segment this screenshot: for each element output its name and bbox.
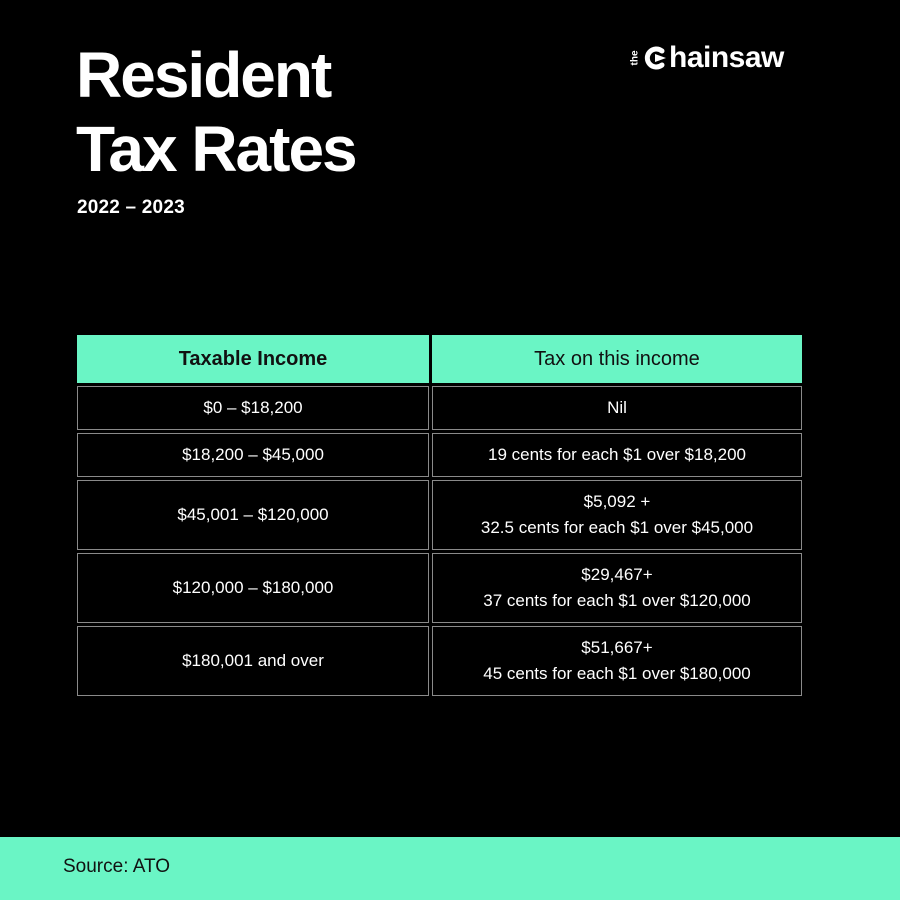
table-row [77, 626, 802, 696]
tax-line-2: 45 cents for each $1 over $180,000 [483, 664, 751, 683]
source-note: Source: ATO [63, 856, 171, 877]
income-cell: $45,001 – $120,000 [77, 480, 429, 550]
table-row [77, 553, 802, 623]
tax-cell [432, 626, 802, 696]
tax-cell [432, 480, 802, 550]
year-range: 2022 – 2023 [77, 197, 185, 218]
tax-line-1: $51,667+ [581, 638, 653, 657]
tax-line-2: 37 cents for each $1 over $120,000 [483, 591, 751, 610]
chainsaw-c-icon [642, 45, 668, 71]
income-cell: $0 – $18,200 [77, 386, 429, 430]
table-row [77, 386, 802, 430]
header-tax-on-income: Tax on this income [432, 335, 802, 383]
page-title [76, 38, 356, 186]
tax-rates-table [74, 332, 805, 699]
brand-logo [628, 38, 784, 78]
title-line-2: Tax Rates [76, 113, 356, 185]
title-line-1: Resident [76, 39, 331, 111]
tax-cell [432, 433, 802, 477]
table-row [77, 433, 802, 477]
income-cell: $18,200 – $45,000 [77, 433, 429, 477]
tax-cell [432, 553, 802, 623]
table-header-row [77, 335, 802, 383]
tax-line-1: Nil [607, 398, 627, 417]
tax-line-1: 19 cents for each $1 over $18,200 [487, 445, 746, 464]
footer-bar [0, 837, 900, 900]
logo-prefix: the [629, 50, 641, 65]
tax-line-1: $29,467+ [581, 565, 653, 584]
tax-line-2: 32.5 cents for each $1 over $45,000 [480, 518, 754, 537]
tax-cell [432, 386, 802, 430]
table-row [77, 480, 802, 550]
income-cell: $120,000 – $180,000 [77, 553, 429, 623]
tax-line-1: $5,092 + [583, 492, 651, 511]
header-taxable-income: Taxable Income [77, 335, 429, 383]
logo-wordmark: hainsaw [669, 41, 784, 74]
income-cell: $180,001 and over [77, 626, 429, 696]
